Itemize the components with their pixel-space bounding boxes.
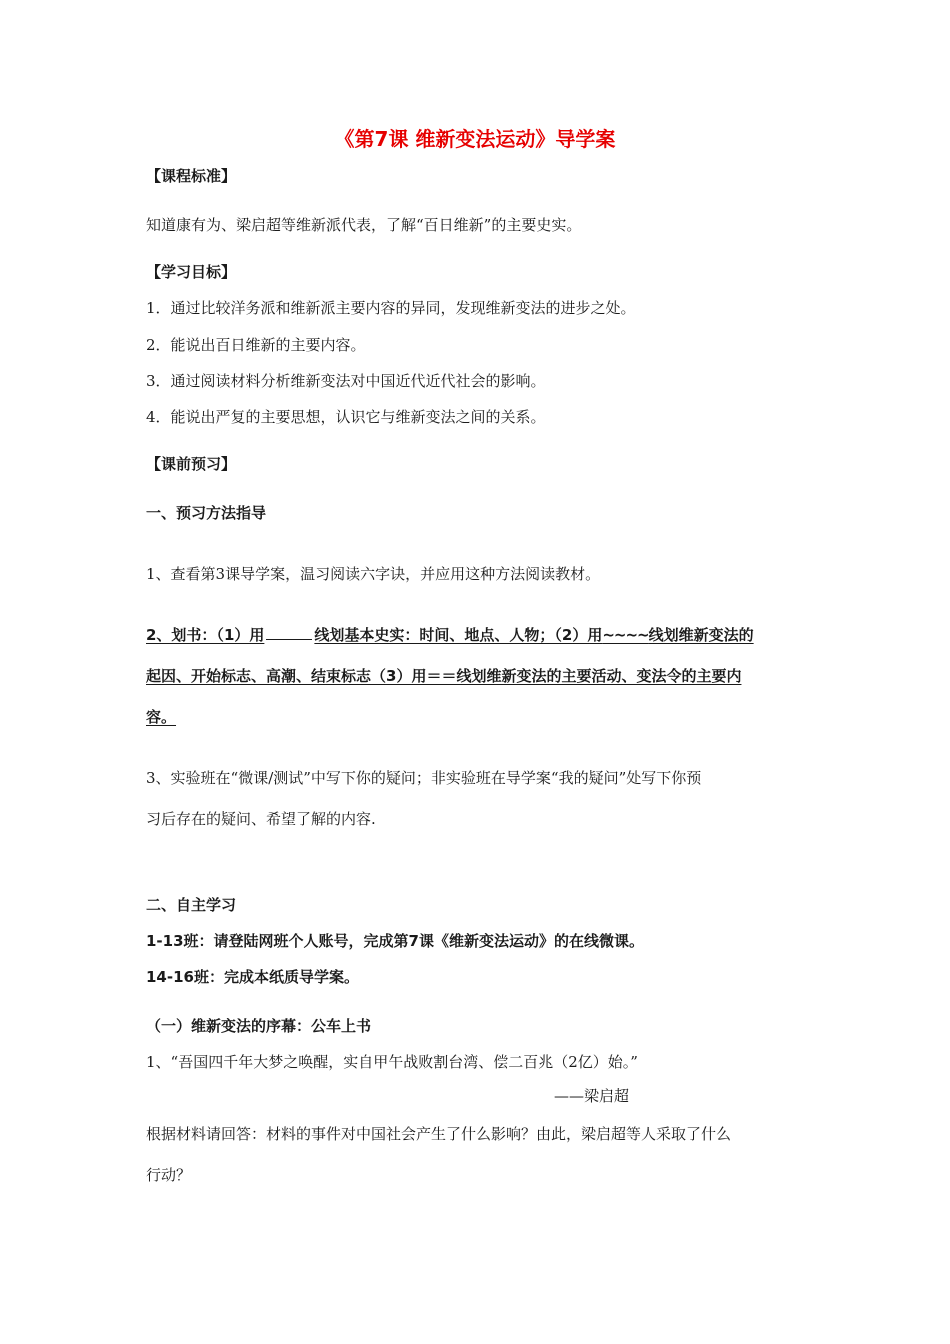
wavy-line-mark: ~~~~ [602, 626, 649, 644]
method-heading: 一、预习方法指导 [146, 504, 267, 522]
curriculum-text: 知道康有为、梁启超等维新派代表，了解“百日维新”的主要史实。 [146, 216, 582, 234]
curriculum-heading: 【课程标准】 [146, 167, 237, 185]
preview-heading: 【课前预习】 [146, 455, 237, 473]
quote-author: ——梁启超 [554, 1087, 630, 1105]
page-title: 《第7课 维新变法运动》导学案 [334, 127, 616, 151]
objective-item: 2．能说出百日维新的主要内容。 [146, 336, 366, 354]
self-study-heading: 二、自主学习 [146, 896, 237, 914]
step2-part-c: 线划维新变法的 [648, 626, 754, 644]
section-1-heading: （一）维新变法的序幕：公车上书 [146, 1017, 372, 1035]
objectives-heading: 【学习目标】 [146, 263, 237, 281]
preview-step-1: 1、查看第3课导学案，温习阅读六字诀，并应用这种方法阅读教材。 [146, 565, 601, 583]
class-a-instruction: 1-13班：请登陆网班个人账号，完成第7课《维新变法运动》的在线微课。 [146, 932, 644, 950]
objective-item: 4．能说出严复的主要思想，认识它与维新变法之间的关系。 [146, 408, 546, 426]
preview-step-2-line-2: 起因、开始标志、高潮、结束标志（3）用＝＝线划维新变法的主要活动、变法令的主要内 [146, 667, 742, 685]
class-b-instruction: 14-16班：完成本纸质导学案。 [146, 968, 359, 986]
underline-blank [266, 639, 312, 640]
objective-item: 1．通过比较洋务派和维新派主要内容的异同，发现维新变法的进步之处。 [146, 299, 636, 317]
step2-part-a: 2、划书：（1）用 [146, 626, 265, 644]
quote-text: 1、“吾国四千年大梦之唤醒，实自甲午战败割台湾、偿二百兆（2亿）始。” [146, 1053, 638, 1071]
preview-step-3-line-2: 习后存在的疑问、希望了解的内容. [146, 810, 376, 828]
question-line-1: 根据材料请回答：材料的事件对中国社会产生了什么影响？由此，梁启超等人采取了什么 [146, 1125, 732, 1143]
preview-step-3-line-1: 3、实验班在“微课/测试”中写下你的疑问；非实验班在导学案“我的疑问”处写下你预 [146, 769, 702, 787]
preview-step-2-line-3: 容。 [146, 708, 177, 726]
step2-part-b: 线划基本史实：时间、地点、人物；（2）用 [314, 626, 603, 644]
objective-item: 3．通过阅读材料分析维新变法对中国近代近代社会的影响。 [146, 372, 546, 390]
preview-step-2-line-1 [146, 624, 754, 645]
question-line-2: 行动？ [146, 1166, 192, 1184]
